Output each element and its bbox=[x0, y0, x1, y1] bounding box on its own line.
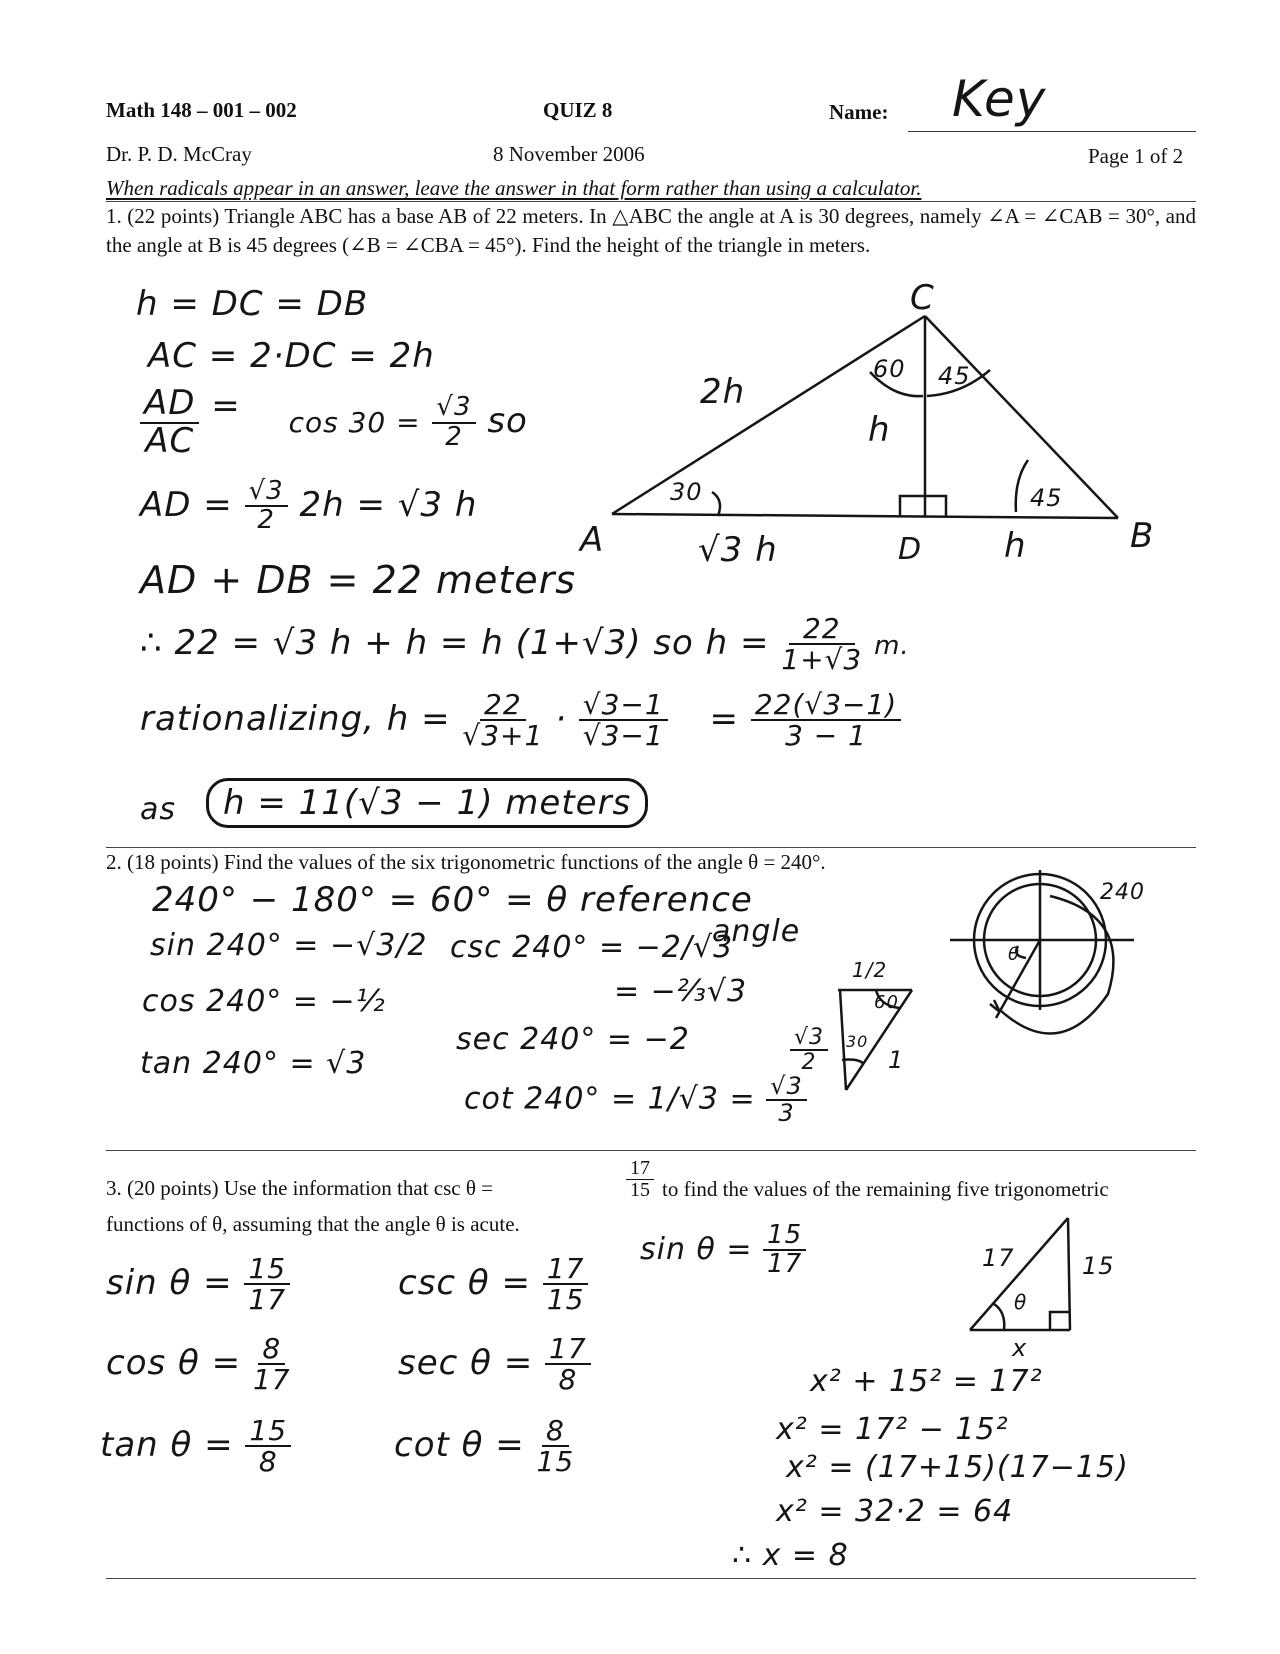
side-ad-label: √3 h bbox=[698, 530, 778, 570]
p2-cot: cot 240° = 1/√3 = $\frac{√3}{3}$ bbox=[464, 1074, 807, 1126]
p3-sec: sec θ = $\frac{17}{8}$ bbox=[398, 1334, 591, 1395]
p3-pythag-4: x² = 32·2 = 64 bbox=[776, 1494, 1014, 1529]
tri3-hyp-label: 17 bbox=[982, 1244, 1015, 1272]
ref-tri-angle-30: 30 bbox=[846, 1032, 869, 1051]
p3-csc: csc θ = $\frac{17}{15}$ bbox=[398, 1254, 588, 1315]
problem1-rule bbox=[106, 847, 1196, 848]
label-c: C bbox=[910, 278, 935, 318]
p2-sin: sin 240° = −√3/2 bbox=[150, 928, 428, 963]
p2-csc: csc 240° = −2/√3 bbox=[450, 930, 734, 965]
p3-pythag-2: x² = 17² − 15² bbox=[776, 1412, 1009, 1447]
side-ac-label: 2h bbox=[700, 372, 746, 412]
side-db-label: h bbox=[1004, 526, 1027, 566]
problem3-rule bbox=[106, 1578, 1196, 1579]
p1-work-line3: $\frac{AD}{AC}$ = cos 30 = $\frac{√3}{2}$ so bbox=[140, 386, 528, 459]
p1-final-answer: h = 11(√3 − 1) meters bbox=[206, 778, 648, 828]
label-b: B bbox=[1130, 516, 1155, 556]
angle-a-label: 30 bbox=[670, 478, 703, 506]
quiz-date: 8 November 2006 bbox=[493, 142, 645, 166]
p2-cos: cos 240° = −½ bbox=[142, 984, 386, 1019]
page-number: Page 1 of 2 bbox=[1088, 144, 1184, 168]
p3-sin: sin θ = $\frac{15}{17}$ bbox=[106, 1254, 290, 1315]
p1-work-line2: AC = 2·DC = 2h bbox=[148, 336, 435, 376]
p3-tan: tan θ = $\frac{15}{8}$ bbox=[100, 1416, 291, 1477]
p3-sin-top: sin θ = $\frac{15}{17}$ bbox=[640, 1222, 806, 1279]
instructions: When radicals appear in an answer, leave the answer in that form rather than using a calculator. bbox=[106, 176, 922, 200]
angle-b-arc bbox=[1016, 460, 1028, 512]
p3-pythag-1: x² + 15² = 17² bbox=[810, 1364, 1043, 1399]
right-angle-mark bbox=[900, 496, 946, 516]
angle-240-label: 240 bbox=[1100, 880, 1145, 905]
side-cd-label: h bbox=[868, 410, 891, 450]
angle-b-label: 45 bbox=[1030, 484, 1063, 512]
problem1-text: 1. (22 points) Triangle ABC has a base AB of 22 meters. In △ABC the angle at A is 30 degrees, namely ∠A = ∠CAB = 30°, and the angle at B is 45 degrees (∠B = ∠CBA = 45°). Find the height of the triangle in meters. bbox=[106, 204, 1196, 257]
course-number: Math 148 – 001 – 002 bbox=[106, 98, 297, 122]
name-underline bbox=[908, 131, 1196, 132]
problem3-text-c: functions of θ, assuming that the angle θ is acute. bbox=[106, 1212, 520, 1236]
instructor: Dr. P. D. McCray bbox=[106, 142, 252, 166]
p2-tan: tan 240° = √3 bbox=[140, 1046, 367, 1081]
label-d: D bbox=[898, 532, 923, 567]
problem2-rule bbox=[106, 1150, 1196, 1151]
ref-tri-hyp: 1 bbox=[888, 1046, 905, 1074]
side-cb bbox=[925, 316, 1118, 518]
label-a: A bbox=[580, 520, 605, 560]
tri3-theta-label: θ bbox=[1014, 1290, 1028, 1314]
p3-pythag-3: x² = (17+15)(17−15) bbox=[786, 1450, 1129, 1485]
p3-cos: cos θ = $\frac{8}{17}$ bbox=[106, 1332, 291, 1397]
p1-work-line5: AD + DB = 22 meters bbox=[140, 558, 577, 602]
angle-c-left-label: 60 bbox=[873, 355, 906, 383]
angle-c-right-label: 45 bbox=[938, 362, 971, 390]
name-value: Key bbox=[952, 70, 1047, 128]
p1-work-line1: h = DC = DB bbox=[136, 284, 369, 324]
p2-reference-line: 240° − 180° = 60° = θ reference bbox=[152, 880, 753, 920]
side-ab bbox=[612, 514, 1118, 518]
problem2-text: 2. (18 points) Find the values of the six trigonometric functions of the angle θ = 240°. bbox=[106, 850, 826, 874]
tri3-opp-label: 15 bbox=[1082, 1252, 1115, 1280]
angle-a-arc bbox=[712, 492, 720, 516]
tri3-adj-label: x bbox=[1012, 1334, 1028, 1362]
p2-csc-simplified: = −⅔√3 bbox=[614, 974, 748, 1009]
problem3-text-a: 3. (20 points) Use the information that csc θ = bbox=[106, 1176, 493, 1200]
p3-cot: cot θ = $\frac{8}{15}$ bbox=[394, 1414, 575, 1479]
problem3-csc-fraction: $\frac{17}{15}$ bbox=[626, 1158, 654, 1201]
quiz-title: QUIZ 8 bbox=[543, 98, 613, 122]
ref-tri-top-label: 1/2 bbox=[852, 958, 888, 982]
p2-angle-word: angle bbox=[712, 914, 801, 949]
p1-as-label: as bbox=[140, 792, 177, 827]
p1-work-line7: rationalizing, h = $\frac{22}{√3+1}$ · $\frac{√3-1}{√3-1}$ = $\frac{22(√3-1)}{3 - 1}$ bbox=[140, 690, 901, 751]
p1-work-line4: AD = $\frac{√3}{2}$ 2h = √3 h bbox=[140, 476, 478, 536]
p3-pythag-5: ∴ x = 8 bbox=[732, 1538, 849, 1573]
ref-tri-angle-60: 60 bbox=[874, 992, 899, 1013]
p2-sec: sec 240° = −2 bbox=[456, 1022, 690, 1057]
problem3-text-b: to find the values of the remaining five trigonometric bbox=[662, 1177, 1109, 1201]
name-label: Name: bbox=[829, 100, 889, 124]
p1-work-line6: ∴ 22 = √3 h + h = h (1+√3) so h = $\frac{22}{1+√3}$ m. bbox=[140, 612, 910, 677]
circle-theta-label: θ bbox=[1008, 944, 1021, 965]
ref-tri-side-left: $\frac{√3}{2}$ bbox=[790, 1026, 828, 1074]
